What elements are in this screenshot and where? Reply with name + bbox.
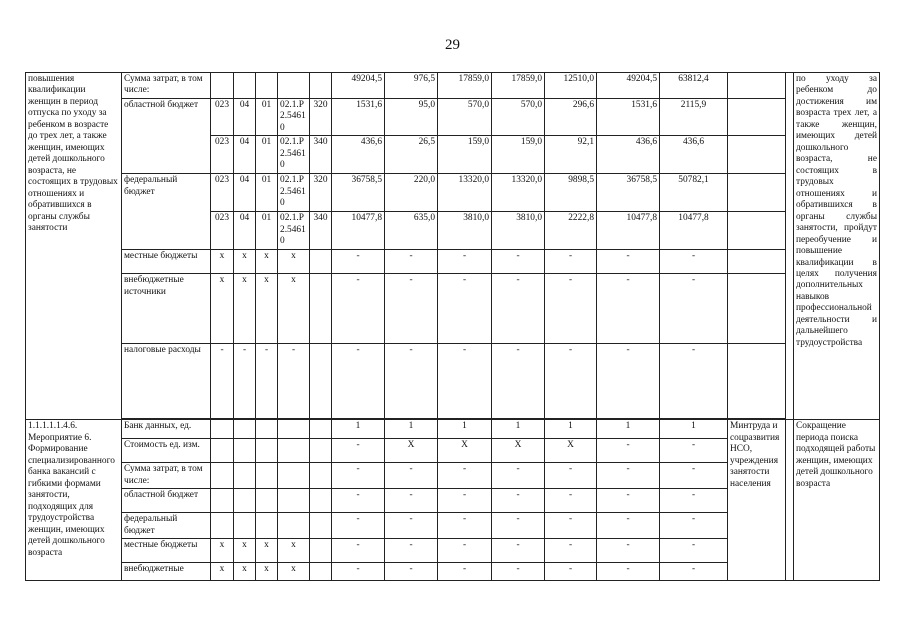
value-cell: 63812,4 [660, 73, 728, 99]
cost-label: Сумма затрат, в том числе: [122, 463, 211, 489]
table-row: внебюджетные х х х х - - - - - - - [26, 563, 880, 581]
executor: Минтруда и соцразвития НСО, учреждения занятости населения [728, 420, 786, 581]
budget-label: местные бюджеты [122, 539, 211, 563]
table-row: 1.1.1.1.1.4.6. Мероприятие 6. Формирование специализированного банка вакансий с гибкими формами занятости, подходящих для трудоустройства женщин, имеющих детей дошкольного возраста Банк данных, ед. 1 1 1 1 1 1 1 Минтруда и соцразвития НСО, учреждения занятости населения Сокращение периода поиска подходящей работы женщин, имеющих детей дошкольного возраста [26, 420, 880, 439]
budget-label: областной бюджет [122, 98, 211, 173]
budget-label: федеральный бюджет [122, 174, 211, 250]
table-row: налоговые расходы - - - - - - - - - - - [26, 344, 880, 419]
budget-label: федеральный бюджет [122, 513, 211, 539]
value-cell: 49204,5 [597, 73, 660, 99]
budget-label: внебюджетные источники [122, 274, 211, 344]
table-row: местные бюджеты х х х х - - - - - - - [26, 250, 880, 274]
table-row: областной бюджет - - - - - - - [26, 489, 880, 513]
value-cell: 49204,5 [332, 73, 385, 99]
table-row: федеральный бюджет - - - - - - - [26, 513, 880, 539]
expected-result: по уходу за ребенком до достижения им возраста трех лет, а также женщин, имеющих детей дошкольного возраста, не состоящих в трудовых отношениях и обратившихся в органы службы занятости, пройдут переобучение и повышение квалификации в целях получения дополнительных навыков профессиональной деятельности и дальнейшего трудоустройства [794, 73, 880, 420]
table-row: Сумма затрат, в том числе: - - - - - - - [26, 463, 880, 489]
value-cell: 12510,0 [545, 73, 597, 99]
page-number: 29 [445, 37, 460, 53]
budget-label: внебюджетные [122, 563, 211, 581]
value-cell: 976,5 [385, 73, 438, 99]
measure-description: 1.1.1.1.1.4.6. Мероприятие 6. Формирование специализированного банка вакансий с гибкими формами занятости, подходящих для трудоустройства женщин, имеющих детей дошкольного возраста [26, 420, 122, 581]
table-row: Стоимость ед. изм. - Х Х Х Х - - [26, 439, 880, 463]
budget-label: областной бюджет [122, 489, 211, 513]
table-row: 023 04 01 02.1.P2.54610 340 436,6 26,5 159,0 159,0 92,1 436,6 436,6 [26, 136, 880, 174]
value-cell: 17859,0 [438, 73, 492, 99]
measure-description: повышения квалификации женщин в период отпуска по уходу за ребенком в возрасте до трех лет, а также женщин, имеющих детей дошкольного возраста, не состоящих в трудовых отношениях и обратившихся в органы службы занятости [26, 73, 122, 420]
budget-label: налоговые расходы [122, 344, 211, 419]
cost-label: Сумма затрат, в том числе: [122, 73, 211, 99]
table-row [26, 73, 880, 99]
program-table [25, 72, 880, 581]
indicator-label: Банк данных, ед. [122, 420, 211, 439]
table-row: 023 04 01 02.1.P2.54610 340 10477,8 635,0 3810,0 3810,0 2222,8 10477,8 10477,8 [26, 212, 880, 250]
table-row: областной бюджет 023 04 01 02.1.P2.54610 320 1531,6 95,0 570,0 570,0 296,6 1531,6 2115,9 [26, 98, 880, 135]
table-row: федеральный бюджет 023 04 01 02.1.P2.54610 320 36758,5 220,0 13320,0 13320,0 9898,5 36758,5 50782,1 [26, 174, 880, 212]
value-cell: 17859,0 [492, 73, 545, 99]
indicator-label: Стоимость ед. изм. [122, 439, 211, 463]
table-row: местные бюджеты х х х х - - - - - - - [26, 539, 880, 563]
budget-label: местные бюджеты [122, 250, 211, 274]
expected-result: Сокращение периода поиска подходящей работы женщин, имеющих детей дошкольного возраста [794, 420, 880, 581]
table-row: внебюджетные источники х х х х - - - - - - - [26, 274, 880, 344]
